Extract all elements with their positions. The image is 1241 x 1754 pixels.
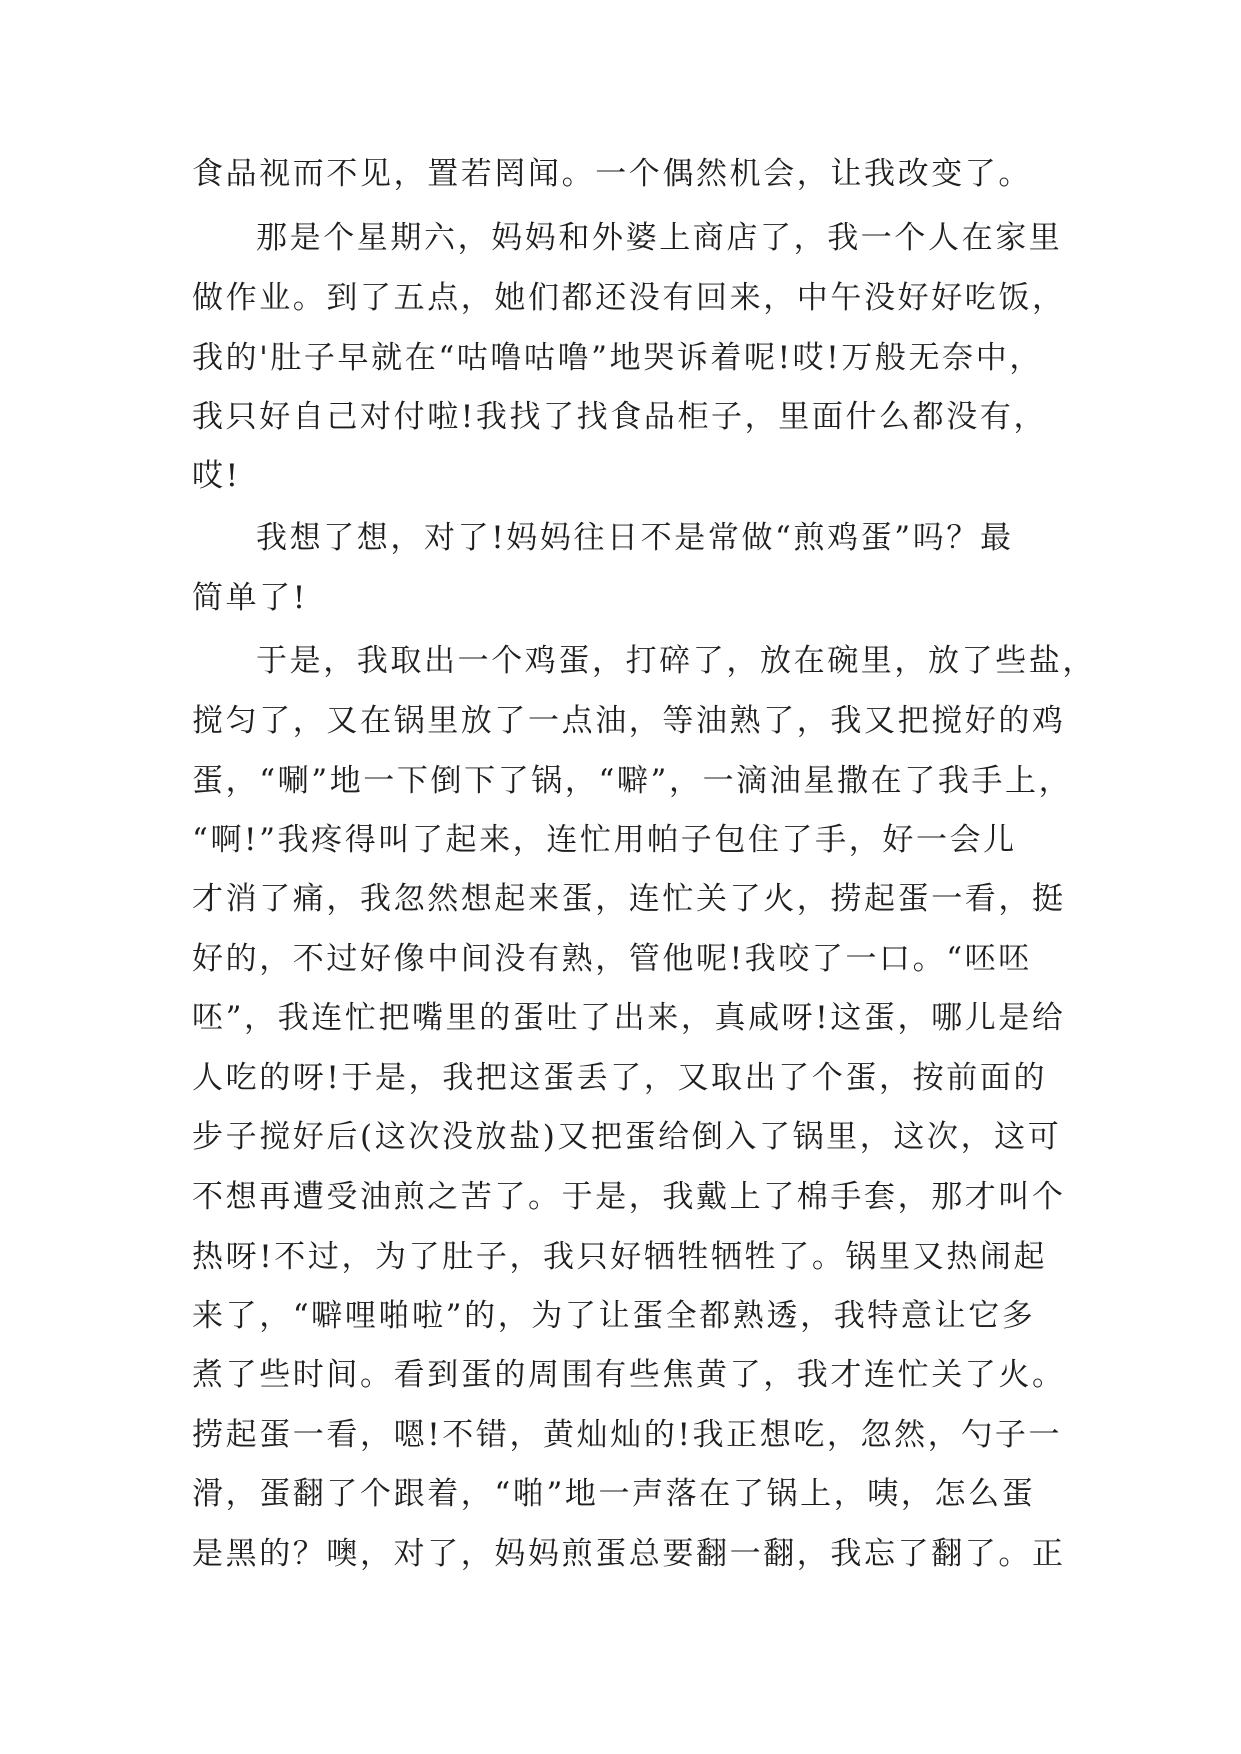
text-line: 搅匀了，又在锅里放了一点油，等油熟了，我又把搅好的鸡 (192, 703, 1066, 739)
text-line: 简单了! (192, 580, 308, 616)
paragraph-start-line: 我想了想，对了!妈妈往日不是常做“煎鸡蛋”吗？最 (256, 520, 1014, 556)
text-line: 做作业。到了五点，她们都还没有回来，中午没好好吃饭， (192, 280, 1066, 316)
text-line: 热呀!不过，为了肚子，我只好牺牲牺牲了。锅里又热闹起 (192, 1239, 1048, 1275)
text-line: 好的，不过好像中间没有熟，管他呢!我咬了一口。“呸呸 (192, 941, 1032, 977)
text-line: 滑，蛋翻了个跟着，“啪”地一声落在了锅上，咦，怎么蛋 (192, 1476, 1036, 1512)
text-line: 才消了痛，我忽然想起来蛋，连忙关了火，捞起蛋一看，挺 (192, 881, 1066, 917)
text-line: 煮了些时间。看到蛋的周围有些焦黄了，我才连忙关了火。 (192, 1357, 1066, 1393)
paragraph-start-line: 于是，我取出一个鸡蛋，打碎了，放在碗里，放了些盐， (256, 643, 1096, 679)
text-line: 哎! (192, 458, 241, 494)
text-line: 食品视而不见，置若罔闻。一个偶然机会，让我改变了。 (192, 156, 1032, 192)
text-line: 来了，“噼哩啪啦”的，为了让蛋全都熟透，我特意让它多 (192, 1298, 1036, 1334)
paragraph-start-line: 那是个星期六，妈妈和外婆上商店了，我一个人在家里 (256, 220, 1063, 256)
text-line: 蛋，“唰”地一下倒下了锅，“噼”，一滴油星撒在了我手上， (192, 763, 1073, 799)
text-line: 人吃的呀!于是，我把这蛋丢了，又取出了个蛋，按前面的 (192, 1060, 1048, 1096)
text-line: 我只好自己对付啦!我找了找食品柜子，里面什么都没有， (192, 399, 1048, 435)
text-line: “啊!”我疼得叫了起来，连忙用帕子包住了手，好一会儿 (192, 822, 1017, 858)
text-line: 步子搅好后(这次没放盐)又把蛋给倒入了锅里，这次，这可 (192, 1119, 1062, 1155)
text-line: 我的'肚子早就在“咕噜咕噜”地哭诉着呢!哎!万般无奈中， (192, 340, 1043, 376)
text-line: 呸”，我连忙把嘴里的蛋吐了出来，真咸呀!这蛋，哪儿是给 (192, 1000, 1066, 1036)
text-line: 不想再遭受油煎之苦了。于是，我戴上了棉手套，那才叫个 (192, 1179, 1066, 1215)
text-line: 捞起蛋一看，嗯!不错，黄灿灿的!我正想吃，忽然，勺子一 (192, 1417, 1063, 1453)
text-line: 是黑的？噢，对了，妈妈煎蛋总要翻一翻，我忘了翻了。正 (192, 1536, 1066, 1572)
